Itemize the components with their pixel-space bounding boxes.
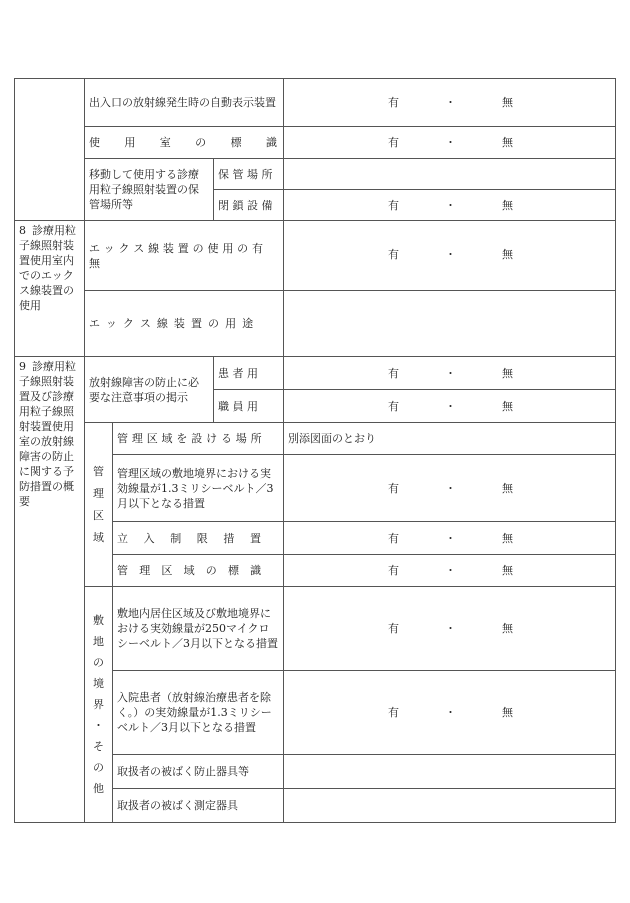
label-protective-gear: 取扱者の被ばく防止器具等 bbox=[113, 755, 284, 789]
option-no[interactable]: 無 bbox=[502, 399, 514, 413]
value-xray-purpose[interactable] bbox=[284, 291, 616, 357]
option-yes[interactable]: 有 bbox=[388, 248, 400, 261]
option-yes[interactable]: 有 bbox=[388, 564, 400, 577]
option-no[interactable]: 無 bbox=[502, 96, 514, 109]
value-room-sign: 有 ・ 無 bbox=[284, 127, 616, 159]
label-notice: 放射線障害の防止に必要な注意事項の掲示 bbox=[85, 357, 214, 423]
value-auto-display: 有 ・ 無 bbox=[284, 79, 616, 127]
option-no[interactable]: 無 bbox=[502, 564, 514, 577]
label-locking-device: 閉 鎖 設 備 bbox=[214, 190, 284, 221]
label-staff: 職 員 用 bbox=[214, 390, 284, 423]
option-no[interactable]: 無 bbox=[502, 248, 514, 261]
option-yes[interactable]: 有 bbox=[388, 366, 400, 380]
option-no[interactable]: 無 bbox=[502, 198, 514, 212]
value-staff: 有 ・ 無 bbox=[284, 390, 616, 423]
option-yes[interactable]: 有 bbox=[388, 531, 400, 545]
label-inpatient: 入院患者（放射線治療患者を除く。）の実効線量が1.3ミリシーベルト／3月以下となる措置 bbox=[113, 671, 284, 755]
label-xray-use: エックス線装置の使用の有無 bbox=[85, 221, 284, 291]
value-inpatient: 有 ・ 無 bbox=[284, 671, 616, 755]
label-xray-purpose: エックス線装置の用途 bbox=[85, 291, 284, 357]
label-ca-boundary: 管理区域の敷地境界における実効線量が1.3ミリシーベルト／3月以下となる措置 bbox=[113, 455, 284, 522]
application-form-table bbox=[14, 78, 616, 823]
value-ca-sign: 有 ・ 無 bbox=[284, 555, 616, 587]
option-no[interactable]: 無 bbox=[502, 531, 514, 545]
label-ca-sign: 管 理 区 域 の 標 識 bbox=[113, 555, 284, 587]
option-yes[interactable]: 有 bbox=[388, 622, 400, 635]
site-other-label: 敷 地 の 境 界 ・ そ の 他 bbox=[85, 587, 113, 823]
option-no[interactable]: 無 bbox=[502, 622, 514, 635]
option-no[interactable]: 無 bbox=[502, 366, 514, 380]
option-no[interactable]: 無 bbox=[502, 136, 514, 149]
section7-continuation-cell bbox=[15, 79, 85, 221]
label-site-boundary: 敷地内居住区域及び敷地境界における実効線量が250マイクロシーベルト／3月以下となる措置 bbox=[113, 587, 284, 671]
option-yes[interactable]: 有 bbox=[388, 198, 400, 212]
label-storage-place: 保 管 場 所 bbox=[214, 159, 284, 190]
section9-label: 9 診療用粒子線照射装置及び診療用粒子線照射装置使用室の放射線障害の防止に関する予防措置の概要 bbox=[15, 357, 85, 823]
value-ca-entry: 有 ・ 無 bbox=[284, 522, 616, 555]
option-yes[interactable]: 有 bbox=[388, 399, 400, 413]
value-patient: 有 ・ 無 bbox=[284, 357, 616, 390]
label-mobile-storage: 移動して使用する診療用粒子線照射装置の保管場所等 bbox=[85, 159, 214, 221]
option-yes[interactable]: 有 bbox=[388, 706, 400, 719]
option-yes[interactable]: 有 bbox=[388, 136, 400, 149]
label-ca-place: 管理区域を設ける場所 bbox=[113, 423, 284, 455]
value-ca-boundary: 有 ・ 無 bbox=[284, 455, 616, 522]
option-no[interactable]: 無 bbox=[502, 481, 514, 495]
value-protective-gear[interactable] bbox=[284, 755, 616, 789]
section8-label: 8 診療用粒子線照射装置使用室内でのエックス線装置の使用 bbox=[15, 221, 85, 357]
option-yes[interactable]: 有 bbox=[388, 481, 400, 495]
row-auto-display bbox=[15, 79, 616, 127]
value-dosimeter[interactable] bbox=[284, 789, 616, 823]
option-yes[interactable]: 有 bbox=[388, 96, 400, 109]
controlled-area-label: 管 理 区 域 bbox=[85, 423, 113, 587]
label-ca-entry: 立 入 制 限 措 置 bbox=[113, 522, 284, 555]
row-storage-place bbox=[15, 159, 616, 190]
label-room-sign: 使 用 室 の 標 識 bbox=[85, 127, 284, 159]
row-xray-use bbox=[15, 221, 616, 291]
label-dosimeter: 取扱者の被ばく測定器具 bbox=[113, 789, 284, 823]
value-storage-place[interactable] bbox=[284, 159, 616, 190]
row-site-boundary bbox=[15, 587, 616, 671]
row-room-sign bbox=[15, 127, 616, 159]
value-ca-place[interactable]: 別添図面のとおり bbox=[284, 423, 616, 455]
value-site-boundary: 有 ・ 無 bbox=[284, 587, 616, 671]
value-xray-use: 有 ・ 無 bbox=[284, 221, 616, 291]
row-ca-place bbox=[15, 423, 616, 455]
row-xray-purpose bbox=[15, 291, 616, 357]
label-auto-display: 出入口の放射線発生時の自動表示装置 bbox=[85, 79, 284, 127]
option-no[interactable]: 無 bbox=[502, 706, 514, 719]
value-locking-device: 有 ・ 無 bbox=[284, 190, 616, 221]
row-notice-patient bbox=[15, 357, 616, 390]
label-patient: 患 者 用 bbox=[214, 357, 284, 390]
